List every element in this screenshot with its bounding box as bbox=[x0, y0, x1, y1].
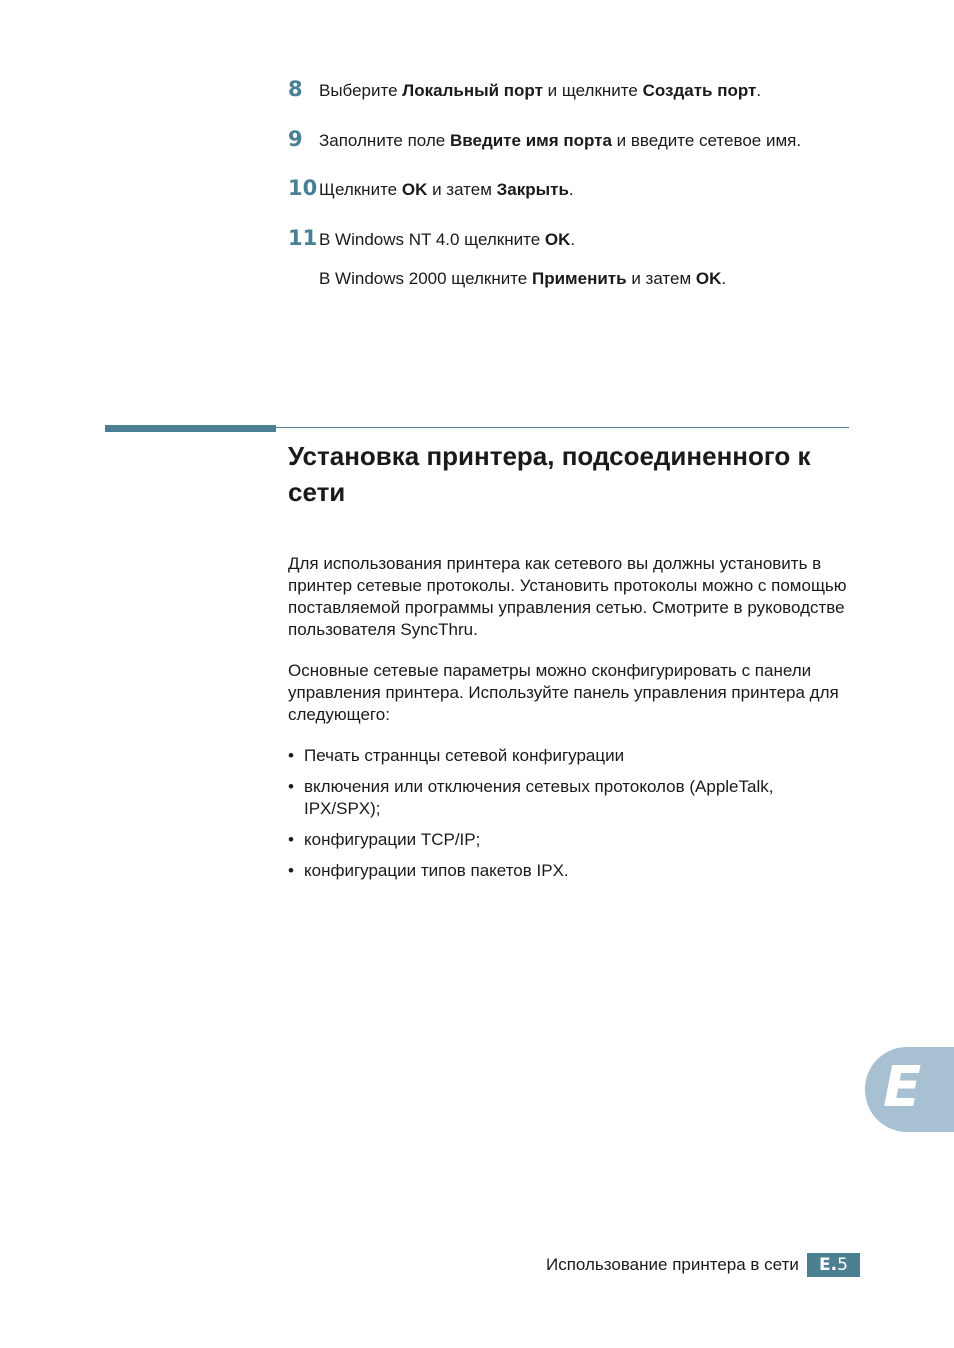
step-9 bbox=[288, 128, 801, 152]
bullet-glyph: • bbox=[288, 861, 294, 880]
bullet-list bbox=[288, 745, 848, 891]
step-text: Заполните поле Введите имя порта и введите сетевое имя. bbox=[319, 131, 802, 150]
bullet-glyph: • bbox=[288, 830, 294, 849]
section-title: Установка принтера, подсоединенного к сети bbox=[288, 441, 811, 507]
bullet-glyph: • bbox=[288, 777, 294, 796]
step-number: 9 bbox=[288, 127, 303, 151]
step-10 bbox=[288, 177, 574, 201]
footer-page: 5 bbox=[837, 1255, 848, 1275]
step-text: Выберите Локальный порт и щелкните Создать порт. bbox=[319, 81, 762, 100]
paragraph-protocols: Для использования принтера как сетевого вы должны установить в принтер сетевые протоколы. Установить протоколы можно с помощью поставляемой программы управления сетью. Смотрите в руководстве пользователя SyncThru. bbox=[288, 554, 847, 639]
footer-title: Использование принтера в сети bbox=[546, 1255, 799, 1274]
footer-chapter: E. bbox=[819, 1255, 838, 1275]
page-number-badge bbox=[807, 1253, 860, 1277]
step-11-subtext: В Windows 2000 щелкните Применить и затем OK. bbox=[319, 269, 727, 288]
step-8 bbox=[288, 78, 761, 102]
step-number: 8 bbox=[288, 77, 303, 101]
chapter-tab bbox=[865, 1047, 954, 1132]
list-item: • включения или отключения сетевых протоколов (AppleTalk, IPX/SPX); bbox=[288, 777, 774, 818]
step-number: 11 bbox=[288, 226, 318, 250]
list-item: • конфигурации типов пакетов IPX. bbox=[288, 861, 569, 880]
step-text: В Windows NT 4.0 щелкните OK. bbox=[319, 230, 576, 249]
bullet-glyph: • bbox=[288, 746, 294, 765]
step-text: Щелкните OK и затем Закрыть. bbox=[319, 180, 574, 199]
step-11 bbox=[288, 227, 575, 251]
paragraph-panel: Основные сетевые параметры можно сконфигурировать с панели управления принтера. Используйте панель управления принтера для следующего: bbox=[288, 661, 839, 724]
list-item: • конфигурации TCP/IP; bbox=[288, 830, 481, 849]
step-number: 10 bbox=[288, 176, 318, 200]
section-rule-thick bbox=[105, 425, 276, 432]
section-rule-thin bbox=[276, 427, 849, 428]
list-item: • Печать страннцы сетевой конфигурации bbox=[288, 746, 625, 765]
chapter-tab-letter: E bbox=[883, 1055, 922, 1120]
